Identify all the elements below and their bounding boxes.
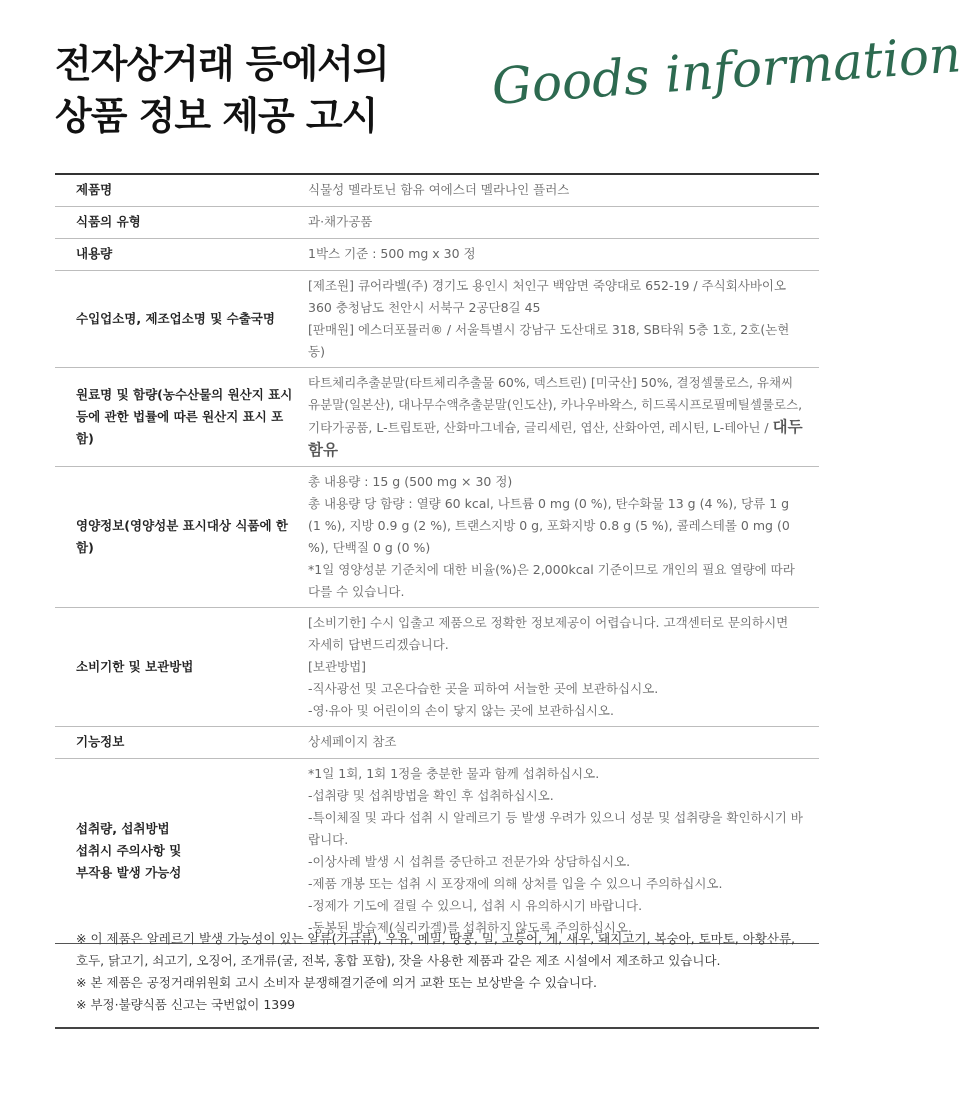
- row-value-line: -영·유아 및 어린이의 손이 닿지 않는 곳에 보관하십시오.: [308, 702, 614, 718]
- row-value-line: -섭취량 및 섭취방법을 확인 후 섭취하십시오.: [308, 787, 554, 803]
- row-value-line: [보관방법]: [308, 658, 367, 674]
- row-value: [308, 270, 819, 367]
- table-row: [55, 758, 819, 943]
- notice-exchange: ※ 본 제품은 공정거래위원회 고시 소비자 분쟁해결기준에 의거 교환 또는 보상받을 수 있습니다.: [76, 975, 597, 990]
- row-value-line: -이상사례 발생 시 섭취를 중단하고 전문가와 상담하십시오.: [308, 853, 631, 869]
- ingredients-text: 타트체리추출분말(타트체리추출물 60%, 덱스트린) [미국산] 50%, 결정셀룰로스, 유채씨유분말(일본산), 대나무수액추출분말(인도산), 카나우바왁스, 히드록시프로필메틸셀룰로스, 기타가공품, L-트립토판, 산화마그네슘, 글리세린, 엽산, 산화아연, 레시틴, L-테아닌 /: [308, 374, 803, 435]
- table-row: [55, 174, 819, 206]
- table-row: [55, 726, 819, 758]
- row-value-line: [소비기한] 수시 입출고 제품으로 정확한 정보제공이 어렵습니다. 고객센터로 문의하시면 자세히 답변드리겠습니다.: [308, 614, 789, 652]
- bottom-divider: [55, 1027, 819, 1029]
- row-label: 내용량: [76, 246, 113, 261]
- row-value: [308, 466, 819, 607]
- row-value-line: -동봉된 방습제(실리카겔)를 섭취하지 않도록 주의하십시오.: [308, 919, 632, 935]
- table-row: [55, 367, 819, 466]
- notice-section: [55, 928, 819, 1016]
- row-value-line: *1일 영양성분 기준치에 대한 비율(%)은 2,000kcal 기준이므로 개인의 필요 열량에 따라 다를 수 있습니다.: [308, 561, 795, 599]
- row-label: 수입업소명, 제조업소명 및 수출국명: [76, 310, 275, 326]
- row-value-line: 총 내용량 : 15 g (500 mg × 30 정): [308, 473, 513, 489]
- page-title-line2: 상품 정보 제공 고시: [55, 94, 378, 138]
- page-title-line1: 전자상거래 등에서의: [55, 42, 389, 86]
- page-title: [55, 38, 389, 142]
- product-info-table: [55, 173, 819, 944]
- table-row: [55, 270, 819, 367]
- row-value: [308, 726, 819, 758]
- row-value-line: -제품 개봉 또는 섭취 시 포장재에 의해 상처를 입을 수 있으니 주의하십시오.: [308, 875, 723, 891]
- row-value-line: [판매원] 에스더포뮬러® / 서울특별시 강남구 도산대로 318, SB타워 5층 1호, 2호(논현동): [308, 321, 790, 359]
- table-row: [55, 238, 819, 270]
- row-value: [308, 206, 819, 238]
- row-label: 식품의 유형: [76, 214, 141, 229]
- row-label: 소비기한 및 보관방법: [76, 658, 194, 674]
- row-value-line: -정제가 기도에 걸릴 수 있으니, 섭취 시 유의하시기 바랍니다.: [308, 897, 643, 913]
- row-value-line: 총 내용량 당 함량 : 열량 60 kcal, 나트륨 0 mg (0 %), 탄수화물 13 g (4 %), 당류 1 g (1 %), 지방 0.9 g (2 %), 트랜스지방 0 g, 포화지방 0.8 g (5 %), 콜레스테롤 0 mg (0 %), 단백질 0 g (0 %): [308, 495, 790, 555]
- row-value: [308, 758, 819, 943]
- row-label: [55, 758, 308, 943]
- table-row: [55, 607, 819, 726]
- row-label: 기능정보: [76, 734, 125, 749]
- allergen-tail: 대두 함유: [308, 417, 803, 459]
- row-value: [308, 174, 819, 206]
- row-value-line: -특이체질 및 과다 섭취 시 알레르기 등 발생 우려가 있으니 성분 및 섭취량을 확인하시기 바랍니다.: [308, 809, 803, 847]
- row-value: [308, 367, 819, 466]
- row-label-line: 섭취시 주의사항 및: [76, 842, 182, 858]
- row-label: 제품명: [76, 182, 113, 198]
- row-label: 원료명 및 함량(농수산물의 원산지 표시 등에 관한 법률에 따른 원산지 표시 포함): [76, 386, 293, 446]
- row-value-line: 과·채가공품: [308, 214, 373, 229]
- row-label: 영양정보(영양성분 표시대상 식품에 한함): [76, 517, 288, 555]
- notice-allergy: ※ 이 제품은 알레르기 발생 가능성이 있는 알류(가금류), 우유, 메밀, 땅콩, 밀, 고등어, 게, 새우, 돼지고기, 복숭아, 토마토, 아황산류, 호두, 닭고기, 쇠고기, 오징어, 조개류(굴, 전복, 홍합 포함), 잣을 사용한 제품과 같은 제조 시설에서 제조하고 있습니다.: [76, 931, 796, 968]
- row-value-line: 1박스 기준 : 500 mg x 30 정: [308, 246, 476, 261]
- notice-report: ※ 부정·불량식품 신고는 국번없이 1399: [76, 997, 296, 1012]
- table-row: [55, 206, 819, 238]
- row-value-line: *1일 1회, 1회 1정을 충분한 물과 함께 섭취하십시오.: [308, 765, 600, 781]
- table-row: [55, 466, 819, 607]
- row-value-line: 식물성 멜라토닌 함유 여에스더 멜라나인 플러스: [308, 182, 570, 198]
- row-label-line: 부작용 발생 가능성: [76, 864, 182, 880]
- row-label-line: 섭취량, 섭취방법: [76, 820, 170, 836]
- row-value: [308, 607, 819, 726]
- row-value-line: [제조원] 큐어라벨(주) 경기도 용인시 처인구 백암면 죽양대로 652-19 / 주식회사바이오 360 충청남도 천안시 서북구 2공단8길 45: [308, 277, 787, 315]
- row-value-line: 상세페이지 참조: [308, 734, 397, 749]
- goods-information-script: Goods information: [489, 25, 963, 116]
- row-value-line: [308, 372, 803, 462]
- row-value: [308, 238, 819, 270]
- row-value-line: -직사광선 및 고온다습한 곳을 피하여 서늘한 곳에 보관하십시오.: [308, 680, 659, 696]
